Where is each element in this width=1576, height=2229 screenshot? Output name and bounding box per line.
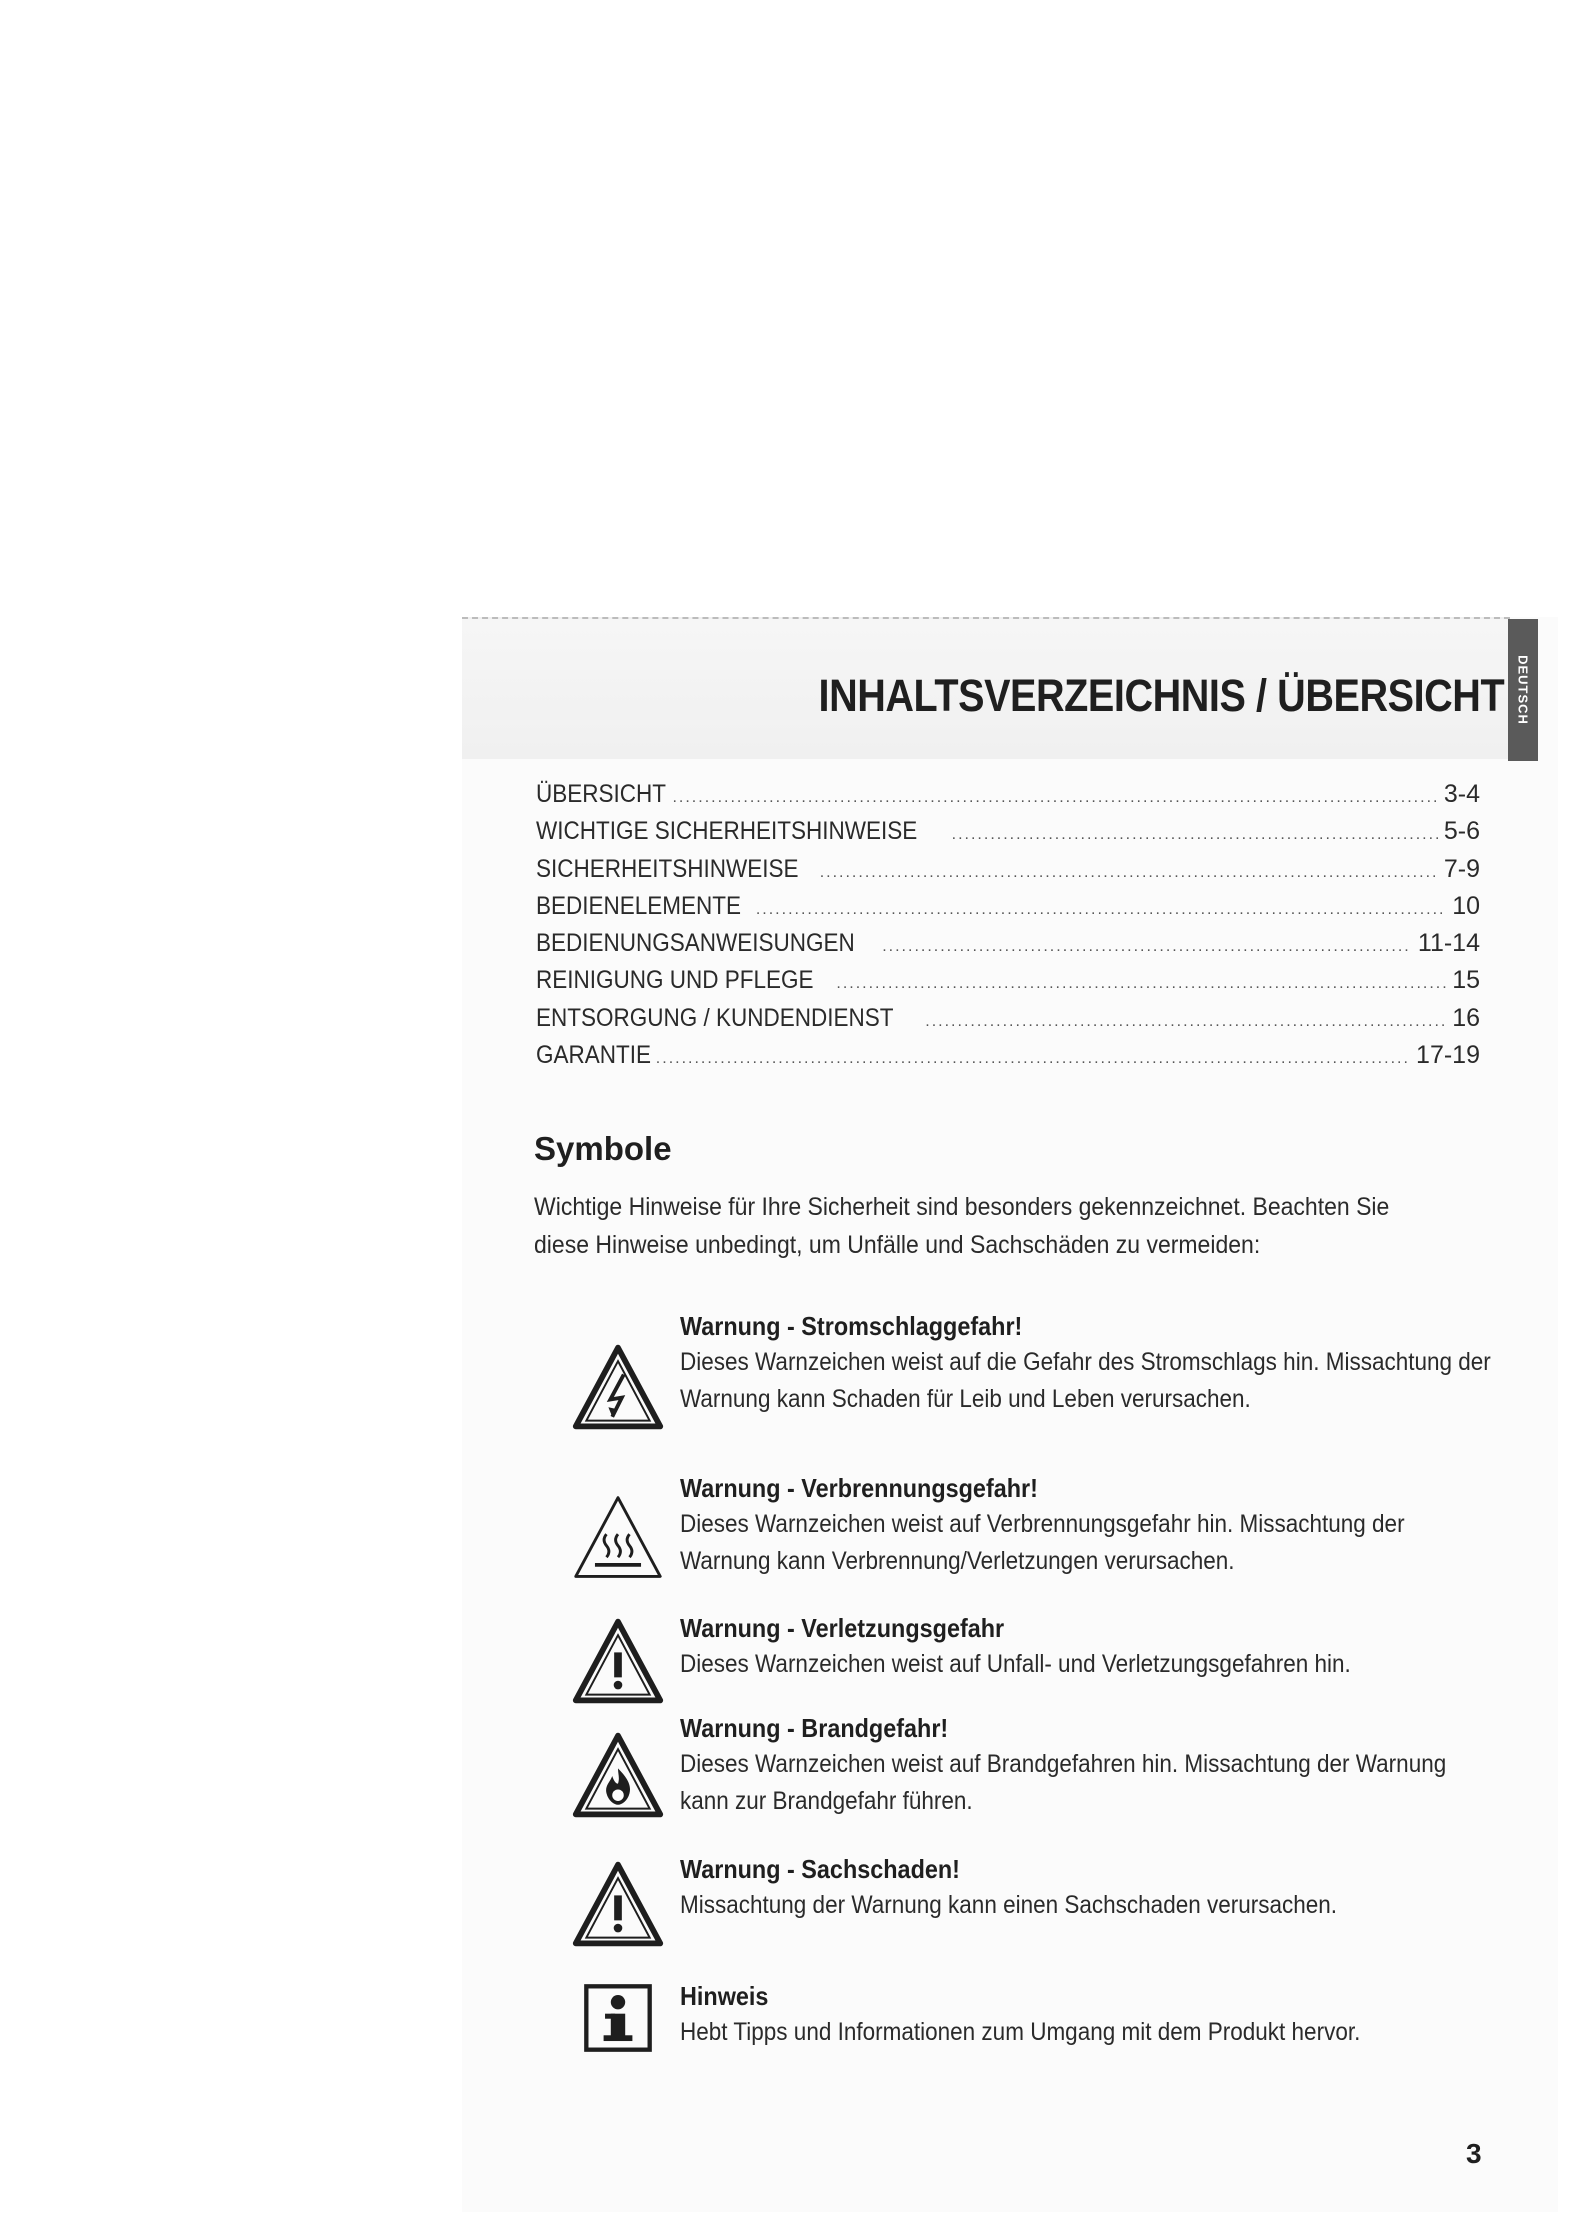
page-number: 3 [1466, 2138, 1482, 2169]
toc-entry-title: ENTSORGUNG / KUNDENDIENST [536, 1003, 894, 1032]
toc-entry [536, 892, 1480, 929]
toc-leader-dots [925, 1013, 1446, 1031]
toc-leader-dots [882, 938, 1412, 956]
toc-entry-title: ÜBERSICHT [536, 780, 667, 808]
table-of-contents [536, 780, 1480, 1078]
symbol-description: Hebt Tipps und Informationen zum Umgang mit dem Produkt hervor. [680, 2018, 1361, 2046]
hot-surface-warning-icon [570, 1490, 666, 1586]
toc-entry-title: SICHERHEITSHINWEISE [536, 854, 799, 883]
toc-entry-pages: 7-9 [1443, 854, 1480, 883]
symbol-heading: Warnung - Brandgefahr! [680, 1713, 949, 1743]
general-warning-icon [570, 1614, 666, 1710]
toc-leader-dots [656, 1050, 1410, 1068]
symbol-description: Dieses Warnzeichen weist auf Brandgefahren hin. Missachtung der Warnung kann zur Brandgefahr führen. [680, 1750, 1447, 1815]
toc-leader-dots [672, 789, 1437, 807]
toc-entry [536, 966, 1480, 1003]
toc-leader-dots [820, 864, 1438, 882]
property-damage-warning-icon [570, 1857, 666, 1953]
symbol-description: Dieses Warnzeichen weist auf Verbrennungsgefahr hin. Missachtung der Warnung kann Verbrennung/Verletzungen verursachen. [680, 1510, 1405, 1575]
toc-entry-title: REINIGUNG UND PFLEGE [536, 966, 814, 995]
toc-entry-pages: 16 [1452, 1003, 1480, 1032]
toc-entry-pages: 15 [1452, 966, 1480, 995]
symbol-description: Dieses Warnzeichen weist auf die Gefahr des Stromschlags hin. Missachtung der Warnung kann Schaden für Leib und Leben verursachen. [680, 1348, 1491, 1413]
fire-warning-icon [570, 1728, 666, 1824]
language-tab [1508, 619, 1538, 761]
toc-entry-title: GARANTIE [536, 1041, 652, 1070]
toc-leader-dots [756, 901, 1446, 919]
toc-entry [536, 780, 1480, 817]
info-icon [582, 1982, 654, 2054]
toc-entry-title: WICHTIGE SICHERHEITSHINWEISE [536, 817, 918, 846]
toc-leader-dots [836, 975, 1446, 993]
symbol-description: Dieses Warnzeichen weist auf Unfall- und Verletzungsgefahren hin. [680, 1650, 1351, 1678]
page-title: INHALTSVERZEICHNIS / ÜBERSICHT [818, 670, 1504, 721]
symbol-heading: Warnung - Verletzungsgefahr [680, 1613, 1005, 1643]
symbols-intro: Wichtige Hinweise für Ihre Sicherheit sind besonders gekennzeichnet. Beachten Sie diese Hinweise unbedingt, um Unfälle und Sachschäden zu vermeiden: [534, 1193, 1390, 1259]
toc-entry [536, 1004, 1480, 1041]
toc-leader-dots [952, 826, 1438, 844]
toc-entry-pages: 11-14 [1417, 929, 1480, 958]
toc-entry-pages: 3-4 [1443, 780, 1480, 808]
electric-shock-warning-icon [570, 1340, 666, 1436]
toc-entry [536, 929, 1480, 966]
symbol-heading: Warnung - Stromschlaggefahr! [680, 1311, 1023, 1341]
toc-entry-pages: 10 [1452, 891, 1480, 920]
toc-entry-title: BEDIENELEMENTE [536, 891, 742, 920]
symbol-description: Missachtung der Warnung kann einen Sachschaden verursachen. [680, 1891, 1338, 1919]
toc-entry [536, 1041, 1480, 1078]
symbol-heading: Warnung - Sachschaden! [680, 1854, 960, 1884]
language-tab-label: DEUTSCH [1515, 655, 1531, 725]
toc-entry-pages: 5-6 [1443, 817, 1480, 846]
toc-entry-pages: 17-19 [1416, 1041, 1480, 1070]
symbol-heading: Warnung - Verbrennungsgefahr! [680, 1473, 1038, 1503]
symbol-heading: Hinweis [680, 1981, 769, 2011]
toc-entry-title: BEDIENUNGSANWEISUNGEN [536, 929, 855, 958]
symbols-heading: Symbole [534, 1130, 672, 1167]
toc-entry [536, 855, 1480, 892]
toc-entry [536, 817, 1480, 854]
